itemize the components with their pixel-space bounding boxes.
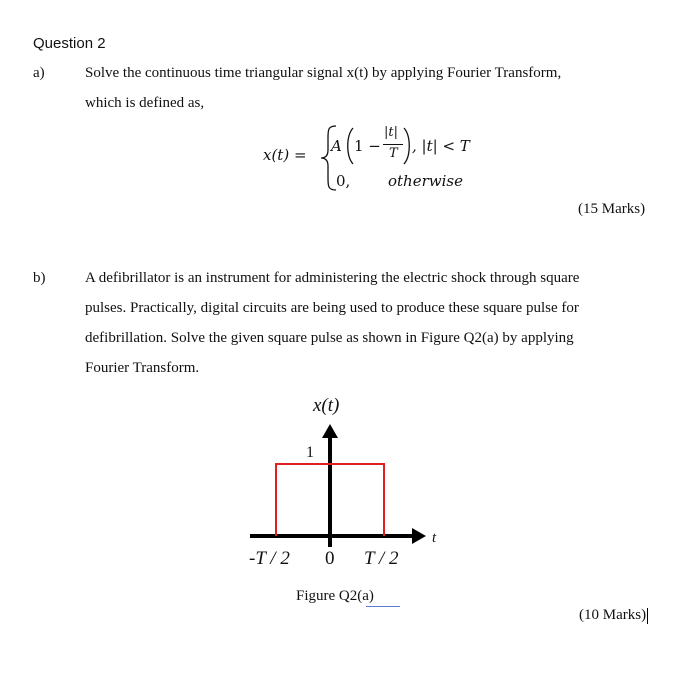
question-title: Question 2 — [33, 35, 106, 52]
equation-amp: A — [331, 137, 342, 155]
part-b-line-3: defibrillation. Solve the given square pulse as shown in Figure Q2(a) by applying — [85, 330, 574, 346]
equation-condition: , |t| < T — [412, 137, 470, 155]
part-b-marks-text: (10 Marks) — [579, 607, 647, 623]
y-axis-label: x(t) — [313, 395, 340, 416]
tick-zero: 0 — [325, 548, 335, 569]
tick-pos-half-t: T / 2 — [364, 548, 399, 569]
y-axis-arrow — [322, 424, 338, 438]
caption-underline — [366, 606, 400, 607]
part-b-marks — [579, 607, 648, 624]
part-b-line-2: pulses. Practically, digital circuits are being used to produce these square pulse for — [85, 300, 579, 316]
frac-numerator: |t| — [384, 125, 398, 140]
one-minus-text: 1 − — [354, 137, 381, 155]
equation-lhs: x(t) = — [263, 146, 307, 164]
pulse-figure — [240, 412, 440, 552]
part-a-label: a) — [33, 65, 45, 81]
part-b-label: b) — [33, 270, 46, 286]
figure-caption: Figure Q2(a) — [296, 588, 374, 604]
zero-text: 0, — [336, 172, 351, 190]
equation-otherwise: otherwise — [388, 172, 463, 190]
fraction-bar — [383, 144, 403, 145]
part-b-line-1: A defibrillator is an instrument for administering the electric shock through square — [85, 270, 580, 286]
part-b-line-4: Fourier Transform. — [85, 360, 200, 376]
part-a-line-2: which is defined as, — [85, 95, 205, 111]
equation-zero — [336, 172, 350, 190]
part-a-marks: (15 Marks) — [578, 201, 646, 217]
t-axis-arrow — [412, 528, 426, 544]
part-a-line-1: Solve the continuous time triangular signal x(t) by applying Fourier Transform, — [85, 65, 562, 81]
text-cursor — [647, 608, 648, 624]
t-axis-label: t — [432, 530, 437, 546]
height-label: 1 — [306, 444, 314, 461]
equation-one-minus — [354, 137, 381, 155]
tick-neg-half-t: -T / 2 — [249, 548, 290, 569]
frac-denominator: T — [389, 146, 398, 161]
